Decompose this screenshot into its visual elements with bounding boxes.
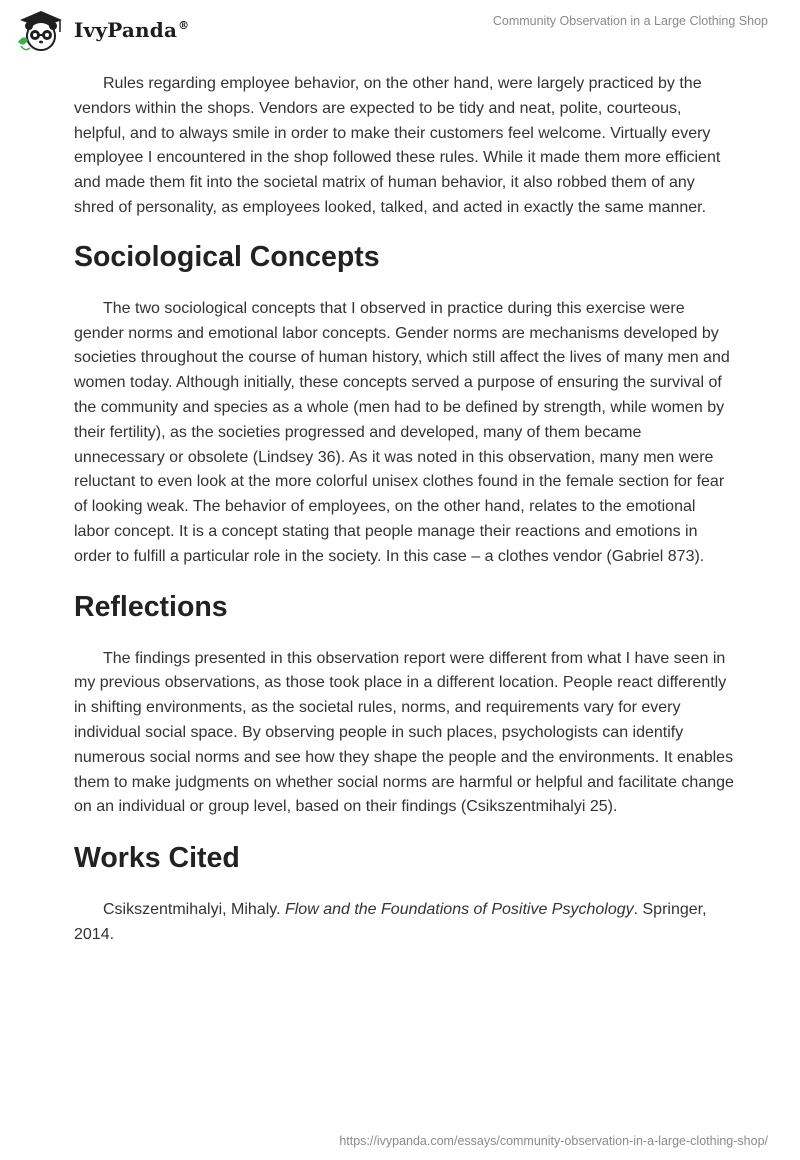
panda-graduate-icon	[16, 8, 66, 52]
citation-title: Flow and the Foundations of Positive Psychology	[284, 901, 634, 919]
heading-works-cited: Works Cited	[74, 842, 240, 875]
citation-entry	[74, 898, 734, 948]
paragraph-sociological-concepts: The two sociological concepts that I observed in practice during this exercise were gender norms and emotional labor concepts. Gender norms are mechanisms developed by societies throughout the course of human history, which still affect the lives of many men and women today. Although initially, these concepts served a purpose of ensuring the survival of the community and species as a whole (men had to be defined by strength, while women by their fertility), as the societies progressed and developed, many of them became unnecessary or obsolete (Lindsey 36). As it was noted in this observation, many men were reluctant to even look at the more colorful unisex clothes found in the female section for fear of looking weak. The behavior of employees, on the other hand, relates to the emotional labor concept. It is a concept stating that people manage their reactions and emotions in order to fulfill a particular role in the society. In this case – a clothes vendor (Gabriel 873).	[74, 299, 730, 565]
paragraph-employee-rules: Rules regarding employee behavior, on the other hand, were largely practiced by the vendors within the shops. Vendors are expected to be tidy and neat, polite, courteous, helpful, and to always smile in order to make their customers feel welcome. Virtually every employee I encountered in the shop followed these rules. While it made them more efficient and made them fit into the societal matrix of human behavior, it also robbed them of any shred of personality, as employees looked, talked, and acted in exactly the same manner.	[74, 75, 721, 216]
citation-author: Csikszentmihalyi, Mihaly.	[103, 901, 285, 919]
page-header	[0, 0, 800, 60]
paragraph-reflections: The findings presented in this observation report were different from what I have seen in my previous observations, as those took place in a different location. People react differently in shifting environments, as the societal rules, norms, and requirements vary for every individual social space. By observing people in such places, psychologists can identify numerous social norms and see how they shape the people and the environments. It enables them to make judgments on whether social norms are harmful or helpful and facilitate change on an individual or group level, based on their findings (Csikszentmihalyi 25).	[74, 649, 734, 816]
ivypanda-logo[interactable]	[16, 8, 189, 52]
source-url[interactable]: https://ivypanda.com/essays/community-observation-in-a-large-clothing-shop/	[339, 1134, 768, 1148]
document-title: Community Observation in a Large Clothing Shop	[492, 14, 768, 28]
heading-reflections: Reflections	[74, 590, 228, 623]
citation-publisher: . Springer, 2014.	[74, 901, 707, 943]
heading-sociological-concepts: Sociological Concepts	[74, 240, 380, 273]
essay-content	[74, 72, 734, 948]
logo-wordmark: IvyPanda®	[74, 18, 190, 42]
